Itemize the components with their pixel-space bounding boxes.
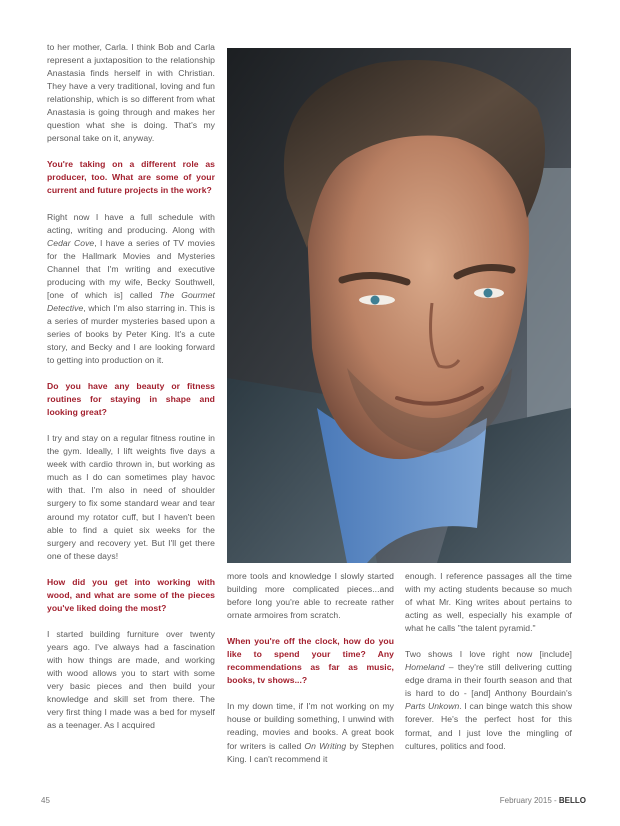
portrait-photo bbox=[227, 48, 571, 563]
paragraph: more tools and knowledge I slowly started building more complicated pieces...and before long you're able to recreate rather ornate armoires from scratch. bbox=[227, 571, 394, 621]
paragraph: Right now I have a full schedule with acting, writing and producing. Along with Cedar Cove, I have a series of TV movies for the Hallmark Movies and Mysteries Channel that I'm writing and executive producing with my wife, Becky Southwell, [one of which is] called The Gourmet Detective, which I'm also starring in. This is a series of murder mysteries based upon a series of books by Peter King. It's a cute story, and Becky and I are looking forward to getting into production on it. bbox=[47, 211, 215, 366]
issue-footer bbox=[500, 796, 586, 805]
question-heading: When you're off the clock, how do you like to spend your time? Any recommendations as far as music, books, tv shows...? bbox=[227, 636, 394, 686]
question-heading: You're taking on a different role as producer, too. What are some of your current and future projects in the work? bbox=[47, 159, 215, 196]
issue-date: February 2015 - bbox=[499, 796, 559, 805]
question-heading: Do you have any beauty or fitness routines for staying in shape and looking great? bbox=[47, 381, 215, 418]
paragraph: to her mother, Carla. I think Bob and Carla represent a juxtaposition to the relationship Anastasia finds herself in with Christian. They have a very traditional, loving and fun relationship, which is so different from what Anastasia is going through and makes her question what she is doing. That's my personal take on it, anyway. bbox=[47, 42, 215, 144]
paragraph: In my down time, if I'm not working on my house or building something, I unwind with reading, movies and books. A great book for writers is called On Writing by Stephen King. I can't recommend it bbox=[227, 701, 394, 764]
paragraph: I try and stay on a regular fitness routine in the gym. Ideally, I lift weights five days a week with cardio thrown in, but working as much as I do can sometimes play havoc with that. I'm also in need of shoulder surgery to fix some standard wear and tear around my rotator cuff, but I haven't been able to find a quiet six weeks for the surgery and recovery yet. But I'll get there one of these days! bbox=[47, 433, 215, 561]
portrait-illustration bbox=[227, 48, 571, 563]
paragraph: I started building furniture over twenty years ago. I've always had a fascination with how things are made, and working with wood allows you to start with some very basic pieces and then build your knowledge and skill set from there. The very first thing I made was a bed for myself as a teenager. As I acquired bbox=[47, 628, 215, 731]
article-column-3 bbox=[405, 570, 572, 766]
page-number: 45 bbox=[41, 796, 50, 805]
magazine-name: BELLO bbox=[558, 796, 586, 805]
paragraph: Two shows I love right now [include] Homeland – they're still delivering cutting edge drama in their fourth season and that is hard to do - [and] Anthony Bourdain's Parts Unkown. I can binge watch this show forever. He's the perfect host for this format, and I just love the mingling of cultures, politics and food. bbox=[405, 649, 572, 751]
paragraph: enough. I reference passages all the time with my acting students because so much of what Mr. King writes about pertains to acting as well, especially his example of what he calls "the talent pyramid." bbox=[405, 571, 572, 634]
question-heading: How did you get into working with wood, and what are some of the pieces you've liked doing the most? bbox=[47, 576, 215, 613]
article-column-1 bbox=[47, 41, 215, 745]
article-column-2 bbox=[227, 570, 394, 779]
